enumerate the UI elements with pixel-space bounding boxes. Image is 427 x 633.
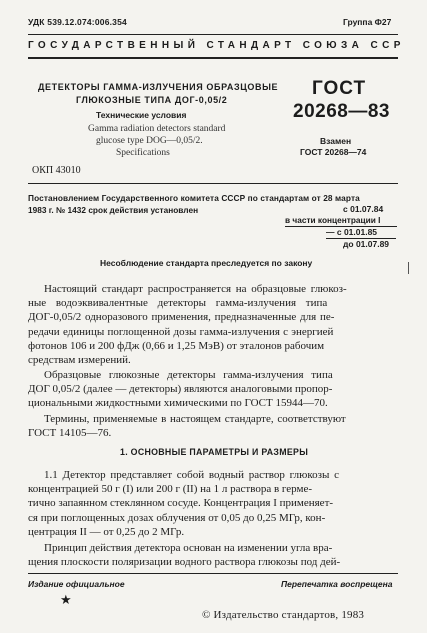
text-line: тично запаянном стеклянном сосуде. Концентрация I применяет- bbox=[28, 497, 334, 510]
text-line: редачи единицы поглощенной дозы гамма-излучения с энергией bbox=[28, 325, 334, 338]
paragraph-principle bbox=[28, 541, 400, 569]
text-line: ГОСТ 14105—76. bbox=[28, 427, 112, 440]
text-line: средствам измерений. bbox=[28, 354, 131, 367]
text-line: фотонов 106 и 200 фДж (0,66 и 1,25 МэВ) от эталонов рабочим bbox=[28, 339, 325, 352]
paragraph-definition bbox=[28, 368, 400, 411]
copyright-line: © Издательство стандартов, 1983 bbox=[202, 609, 365, 621]
english-title-line3: Specifications bbox=[116, 148, 170, 158]
decree-line2: 1983 г. № 1432 срок действия установлен bbox=[28, 205, 199, 215]
text-line: ДОГ-0,05/2 одноразового применения, предназначенные для пе- bbox=[28, 311, 335, 324]
text-line: 1.1 Детектор представляет собой водный раствор глюкозы с bbox=[44, 469, 339, 481]
standard-title-line2: ГЛЮКОЗНЫЕ ТИПА ДОГ-0,05/2 bbox=[76, 95, 228, 105]
text-line: Настоящий стандарт распространяется на образцовые глюкоз- bbox=[44, 283, 347, 295]
decree-line1: Постановлением Государственного комитета СССР по стандартам от 28 марта bbox=[28, 193, 360, 203]
replaces-value: ГОСТ 20268—74 bbox=[300, 147, 367, 157]
term-to: до 01.07.89 bbox=[343, 239, 390, 249]
paragraph-detector bbox=[28, 468, 400, 539]
footer-rule bbox=[28, 573, 398, 574]
standard-subtitle: Технические условия bbox=[96, 110, 187, 120]
part-from: — с 01.01.85 bbox=[326, 227, 378, 237]
text-line: Принцип действия детектора основан на изменении угла вра- bbox=[44, 542, 333, 554]
text-line: ся при поглощенных дозах облучения от 0,05 до 0,25 МГр, кон- bbox=[28, 511, 326, 524]
english-title-line2: glucose type DOG—0,05/2. bbox=[96, 136, 203, 146]
text-line: щения плоскости поляризации водного раствора глюкозы под дей- bbox=[28, 556, 341, 569]
group-code: Группа Ф27 bbox=[343, 17, 392, 27]
paragraph-terms bbox=[28, 412, 400, 440]
star-icon: ★ bbox=[60, 592, 72, 607]
official-edition: Издание официальное bbox=[28, 579, 125, 589]
reprint-notice: Перепечатка воспрещена bbox=[281, 579, 393, 589]
gost-banner: ГОСУДАРСТВЕННЫЙ СТАНДАРТ СОЮЗА ССР bbox=[28, 40, 405, 51]
gost-label: ГОСТ bbox=[312, 78, 367, 99]
part-label: в части концентрации I bbox=[285, 215, 381, 225]
paragraph-scope bbox=[28, 282, 400, 367]
text-line: центрация II — от 0,25 до 2 МГр. bbox=[28, 525, 185, 538]
text-line: циональными жидкостными химическими по ГОСТ 15944—70. bbox=[28, 397, 328, 410]
margin-mark bbox=[408, 262, 410, 274]
term-from: с 01.07.84 bbox=[343, 204, 384, 214]
standard-title-line1: ДЕТЕКТОРЫ ГАММА-ИЗЛУЧЕНИЯ ОБРАЗЦОВЫЕ bbox=[38, 82, 279, 92]
text-line: ДОГ 0,05/2 (далее — детекторы) являются аналоговыми пропор- bbox=[28, 383, 333, 396]
top-rule bbox=[28, 34, 398, 35]
warning-line: Несоблюдение стандарта преследуется по закону bbox=[100, 258, 313, 268]
okp-rule bbox=[28, 183, 398, 184]
section-heading: 1. ОСНОВНЫЕ ПАРАМЕТРЫ И РАЗМЕРЫ bbox=[120, 447, 309, 457]
text-line: Образцовые глюкозные детекторы гамма-излучения типа bbox=[44, 369, 333, 381]
gost-number: 20268—83 bbox=[293, 101, 390, 122]
text-line: Термины, применяемые в настоящем стандарте, соответствуют bbox=[44, 413, 346, 425]
text-line: концентрацией 50 г (I) или 200 г (II) на 1 л раствора в герме- bbox=[28, 483, 312, 496]
text-line: ные водоэквивалентные детекторы гамма-излучения типа bbox=[28, 297, 328, 310]
banner-rule bbox=[28, 57, 398, 59]
okp-code: ОКП 43010 bbox=[32, 165, 81, 176]
english-title-line1: Gamma radiation detectors standard bbox=[88, 124, 226, 134]
udk-code: УДК 539.12.074:006.354 bbox=[28, 17, 127, 27]
replaces-label: Взамен bbox=[320, 136, 352, 146]
